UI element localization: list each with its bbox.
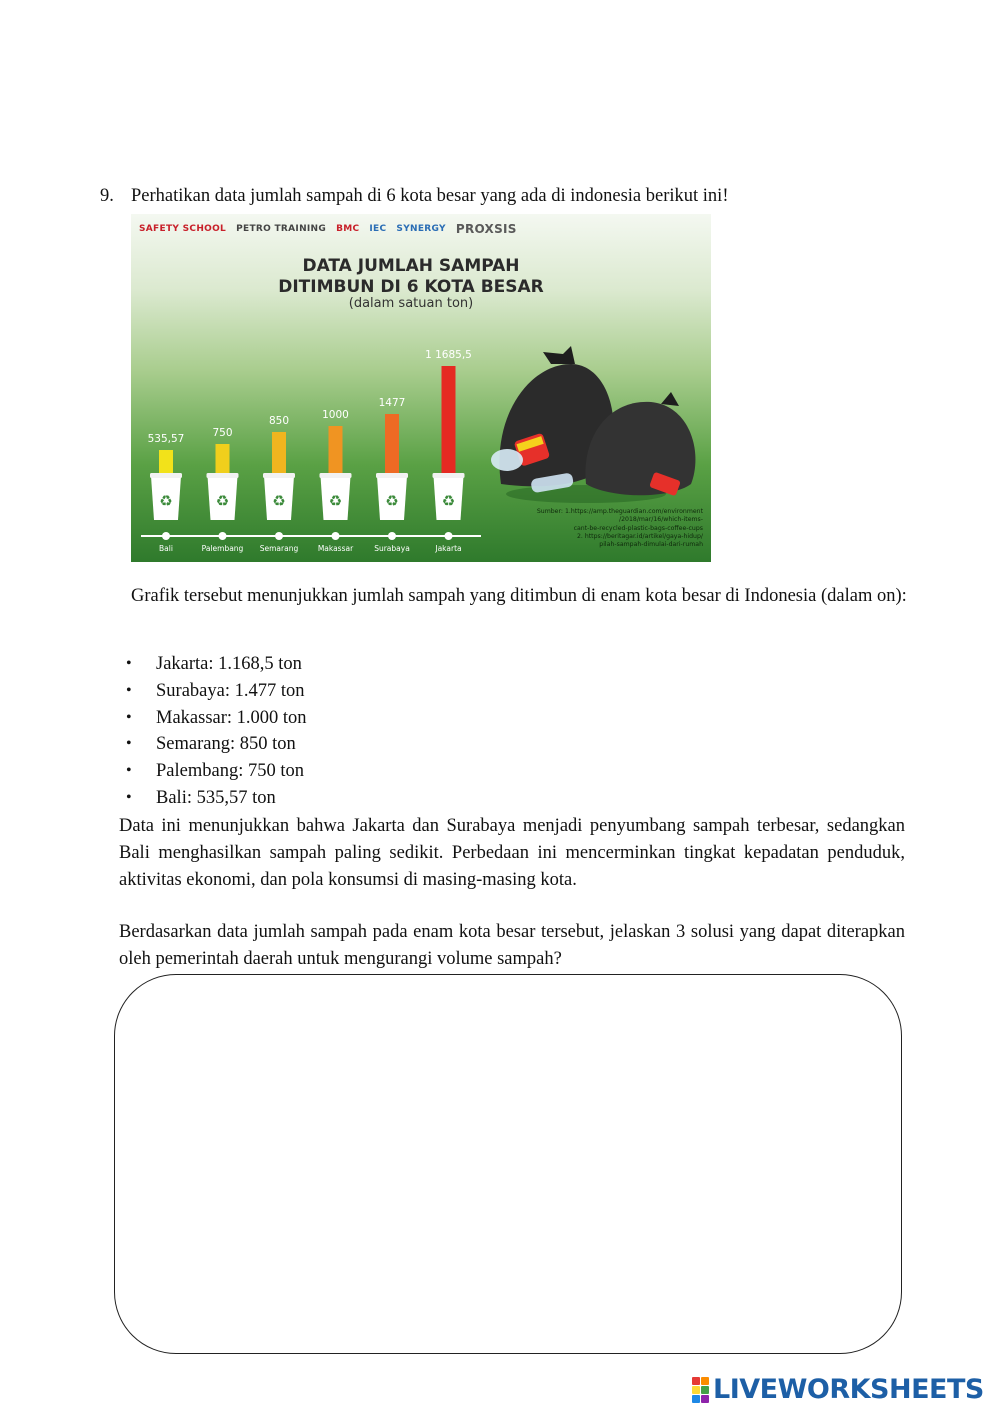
question-prompt: Berdasarkan data jumlah sampah pada enam kota besar tersebut, jelaskan 3 solusi yang dapat diterapkan oleh pemerintah daerah untuk mengurangi volume sampah? xyxy=(119,922,905,969)
logo-petro-training: PETRO TRAINING xyxy=(236,224,327,234)
category-label: Bali xyxy=(159,544,173,553)
source-line: Sumber: 1.https://amp.theguardian.com/environment xyxy=(536,508,703,515)
value-label: 1477 xyxy=(378,397,406,409)
liveworksheets-wordmark: LIVEWORKSHEETS xyxy=(713,1374,984,1405)
recycle-icon: ♻ xyxy=(159,492,173,510)
logo-safety-school: SAFETY SCHOOL xyxy=(139,224,227,234)
category-label: Semarang xyxy=(259,544,299,553)
recycle-icon: ♻ xyxy=(215,492,230,510)
list-item: • Bali: 535,57 ton xyxy=(126,785,307,812)
value-label: 850 xyxy=(268,415,290,427)
trash-bags-illustration xyxy=(491,346,695,503)
recycle-bin-lid xyxy=(150,473,182,478)
logo-tile xyxy=(701,1395,709,1403)
logo-tile xyxy=(701,1377,709,1385)
value-label: 750 xyxy=(212,427,233,439)
logo-synergy: SYNERGY xyxy=(396,224,446,234)
recycle-icon: ♻ xyxy=(441,492,456,510)
list-item: • Makassar: 1.000 ton xyxy=(126,705,307,732)
logo-bmc: BMC xyxy=(336,224,360,234)
category-label: Palembang xyxy=(201,544,244,553)
list-item: • Jakarta: 1.168,5 ton xyxy=(126,651,307,678)
source-line: pilah-sampah-dimulai-dari-rumah xyxy=(599,541,703,549)
question-text: Perhatikan data jumlah sampah di 6 kota besar yang ada di indonesia berikut ini! xyxy=(131,186,729,206)
axis-dot xyxy=(332,532,340,540)
chart-description: Grafik tersebut menunjukkan jumlah sampah yang ditimbun di enam kota besar di Indonesia (dalam on): xyxy=(131,586,907,606)
axis-dot xyxy=(275,532,283,540)
recycle-bin-lid xyxy=(320,473,352,478)
bar-surabaya xyxy=(385,414,399,476)
logo-iec: IEC xyxy=(369,224,387,234)
recycle-icon: ♻ xyxy=(328,492,343,510)
city-list xyxy=(126,651,307,812)
bar-palembang xyxy=(216,444,230,476)
source-line: /2018/mar/16/which-items- xyxy=(618,516,703,524)
logo-tile xyxy=(692,1386,700,1394)
source-line: 2. https://beritagar.id/artikel/gaya-hidup/ xyxy=(576,532,703,540)
recycle-icon: ♻ xyxy=(272,492,286,510)
chart-title-line1: DATA JUMLAH SAMPAH xyxy=(302,256,520,276)
value-label: 1000 xyxy=(322,409,349,421)
axis-dot xyxy=(388,532,396,540)
chart-source xyxy=(473,508,703,549)
axis-dot xyxy=(219,532,227,540)
bar-semarang xyxy=(272,432,286,476)
category-label: Surabaya xyxy=(374,544,410,553)
value-label: 1 1685,5 xyxy=(425,349,472,361)
analysis-paragraph: Data ini menunjukkan bahwa Jakarta dan Surabaya menjadi penyumbang sampah terbesar, sedangkan Bali menghasilkan sampah paling sedikit. Perbedaan ini mencerminkan tingkat kepadatan penduduk, aktivitas ekonomi, dan pola konsumsi di masing-masing kota. xyxy=(119,816,905,890)
liveworksheets-icon xyxy=(692,1377,709,1403)
logo-proxsis: PROXSIS xyxy=(455,222,517,236)
value-label: 535,57 xyxy=(147,433,185,445)
recycle-bin-lid xyxy=(207,473,239,478)
category-label: Makassar xyxy=(317,544,354,553)
list-item: • Semarang: 850 ton xyxy=(126,731,307,758)
list-item: • Surabaya: 1.477 ton xyxy=(126,678,307,705)
bar-bali xyxy=(159,450,173,476)
chart-subtitle: (dalam satuan ton) xyxy=(348,296,474,311)
category-label: Jakarta xyxy=(435,544,462,553)
list-item: • Palembang: 750 ton xyxy=(126,758,307,785)
recycle-icon: ♻ xyxy=(385,492,399,510)
infographic-chart xyxy=(131,214,711,562)
logo-tile xyxy=(692,1395,700,1403)
recycle-bin-lid xyxy=(376,473,408,478)
recycle-bin-lid xyxy=(263,473,295,478)
axis-dot xyxy=(162,532,170,540)
axis-dot xyxy=(445,532,453,540)
bar-makassar xyxy=(329,426,343,476)
recycle-bin-lid xyxy=(433,473,465,478)
source-line: cant-be-recycled-plastic-bags-coffee-cups xyxy=(573,524,703,532)
logo-tile xyxy=(692,1377,700,1385)
liveworksheets-logo xyxy=(692,1374,984,1405)
logo-tile xyxy=(701,1386,709,1394)
answer-input-box[interactable] xyxy=(114,974,902,1354)
chart-title-line2: DITIMBUN DI 6 KOTA BESAR xyxy=(278,277,544,297)
bar-jakarta xyxy=(442,366,456,476)
question-number: 9. xyxy=(100,186,114,206)
